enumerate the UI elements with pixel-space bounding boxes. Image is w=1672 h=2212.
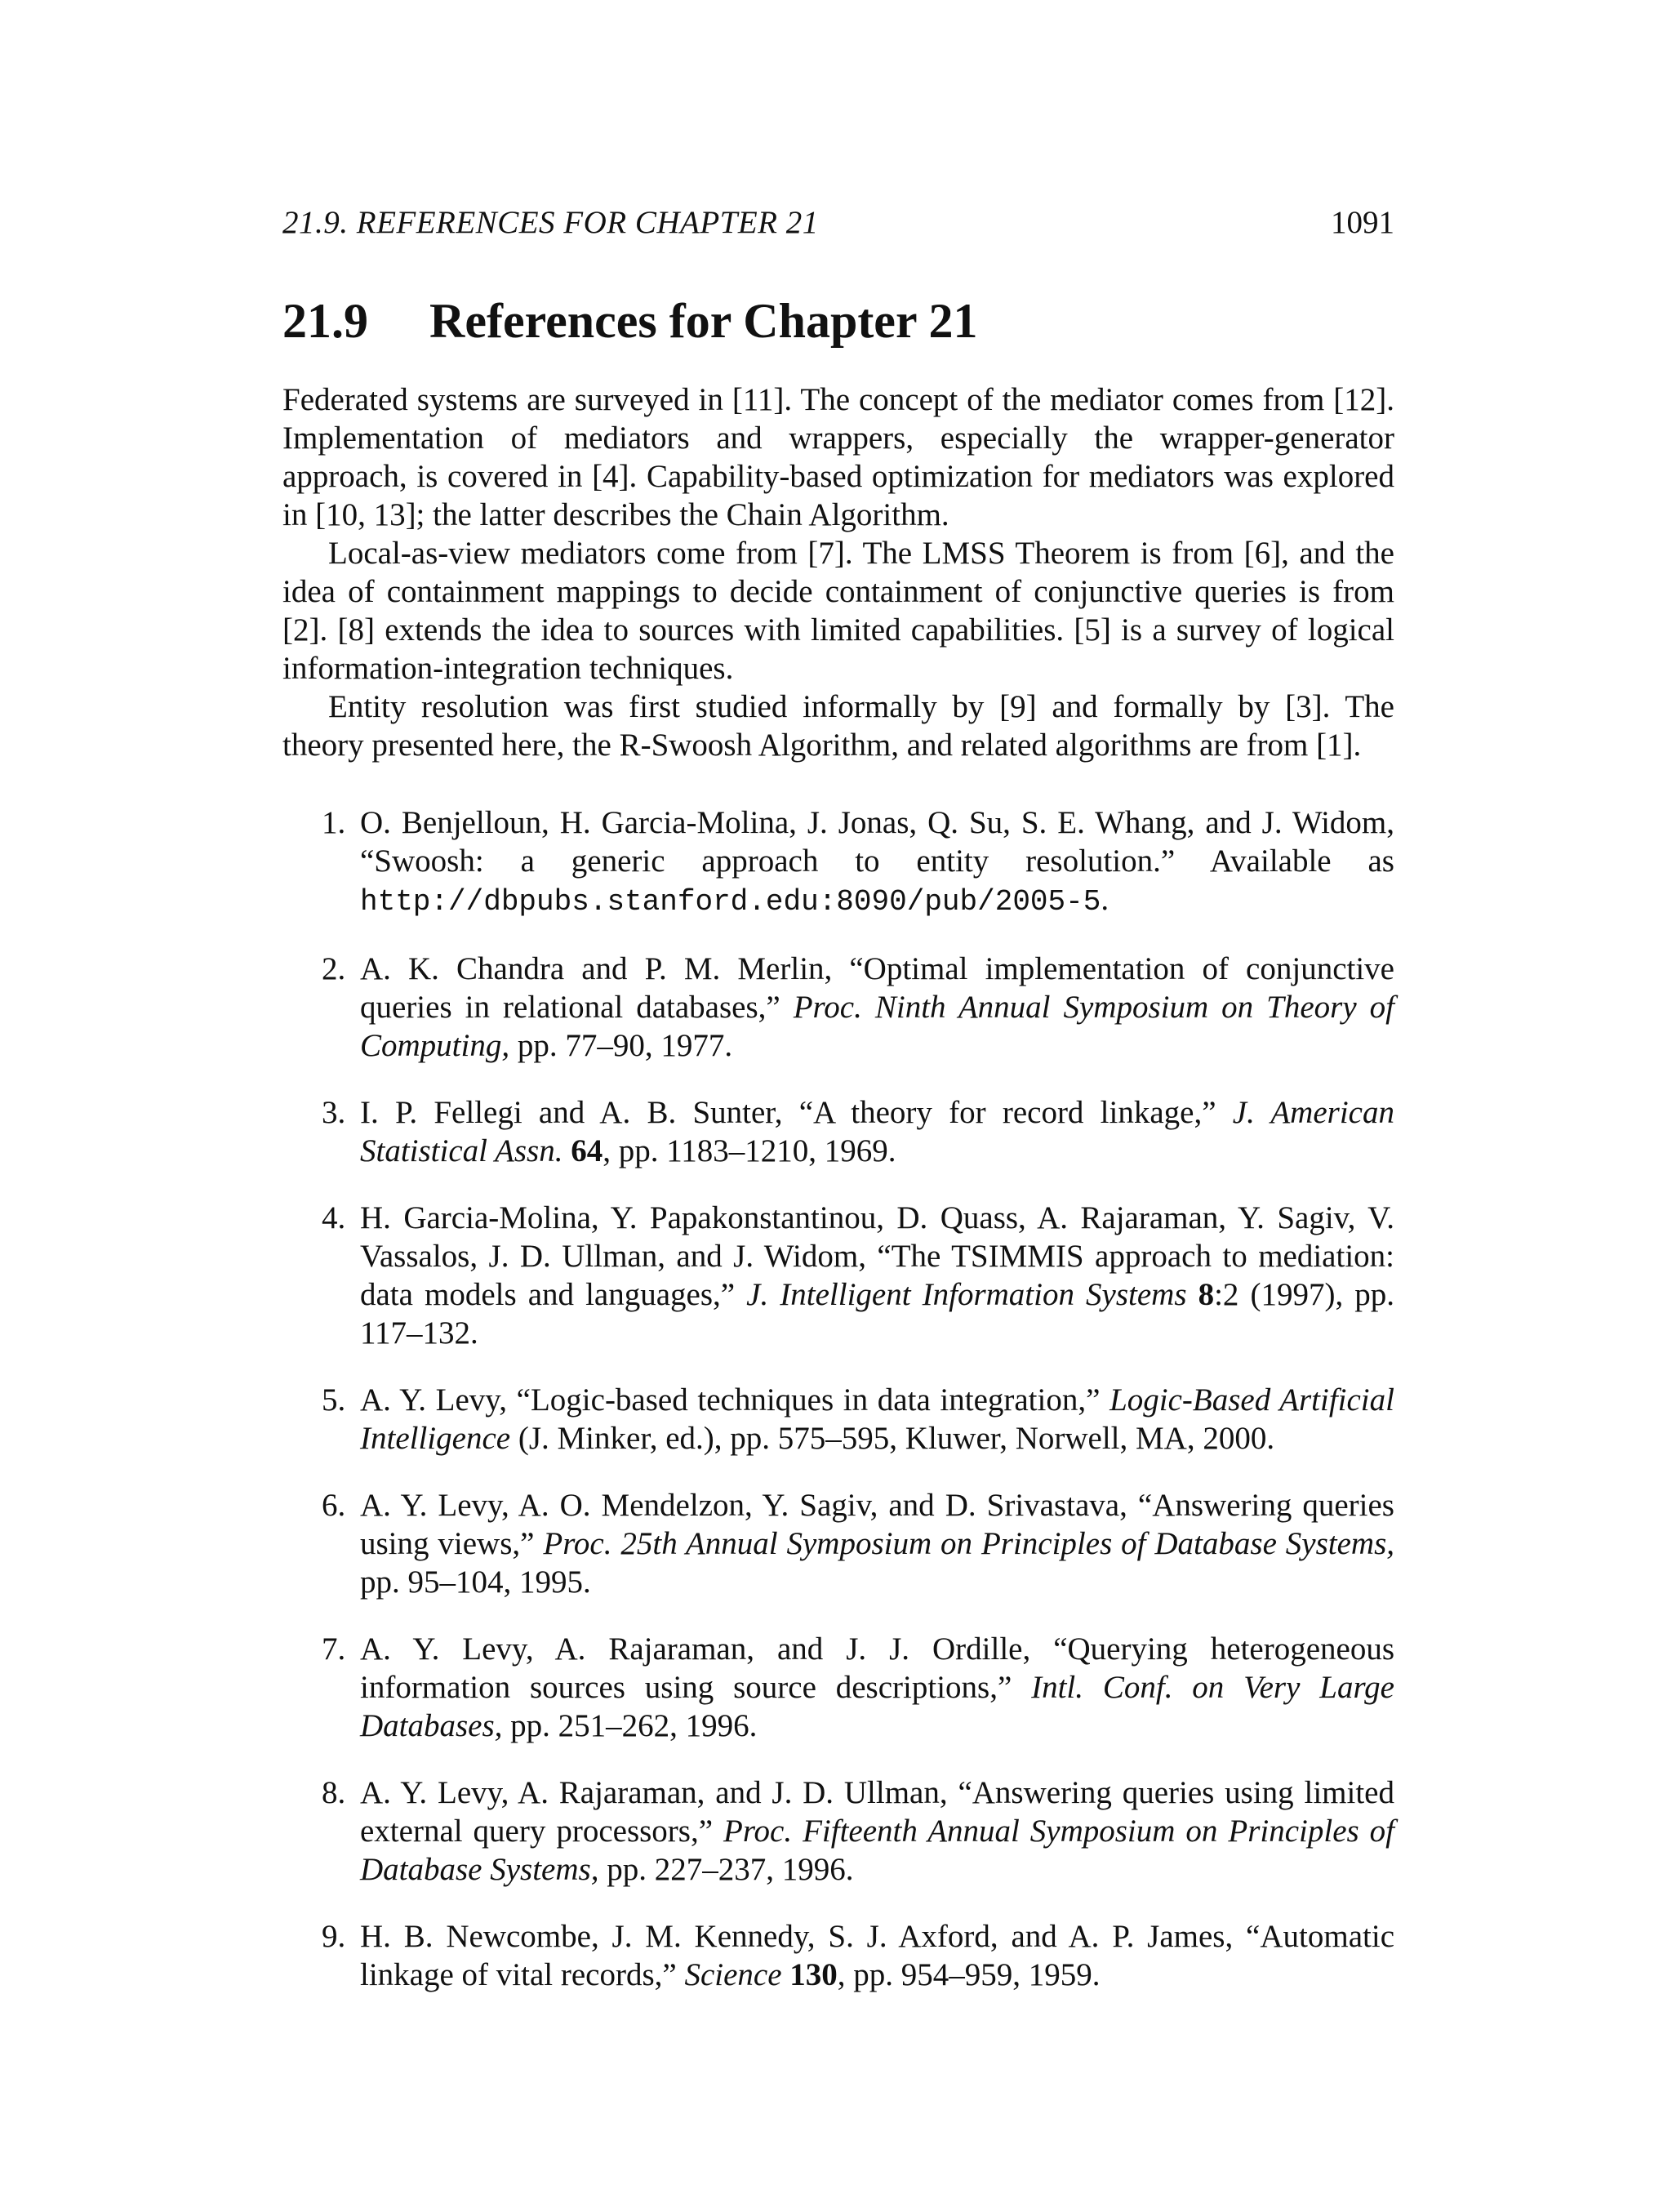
running-header	[282, 204, 1394, 253]
reference-volume: 130	[789, 1957, 838, 1992]
reference-number: 2.	[322, 951, 346, 986]
section-title: References for Chapter 21	[429, 294, 978, 348]
reference-venue: Proc. 25th Annual Symposium on Principles of Database Systems,	[543, 1526, 1395, 1561]
reference-tail: (J. Minker, ed.), pp. 575–595, Kluwer, Norwell, MA, 2000.	[510, 1421, 1275, 1456]
reference-number: 9.	[322, 1919, 346, 1954]
reference-tail: pp. 95–104, 1995.	[360, 1564, 591, 1600]
reference-list	[282, 803, 1394, 1994]
reference-volume: 8	[1198, 1277, 1215, 1312]
reference-venue: J. Intelligent Information Systems	[746, 1277, 1187, 1312]
document-page	[282, 204, 1394, 2023]
reference-item	[282, 1199, 1394, 1352]
reference-item	[282, 803, 1394, 921]
reference-venue: Proc. Ninth Annual Symposium on Theory of Computing,	[360, 990, 1394, 1063]
reference-authors: I. P. Fellegi and A. B. Sunter, “A theory for record linkage,”	[360, 1095, 1233, 1130]
reference-tail: pp. 227–237, 1996.	[598, 1852, 854, 1887]
reference-authors: A. Y. Levy, A. Rajaraman, and J. J. Ordille, “Querying heterogeneous information sources using source descriptions,”	[360, 1631, 1394, 1705]
reference-url[interactable]: http://dbpubs.stanford.edu:8090/pub/2005-5	[360, 885, 1101, 919]
reference-venue: Proc. Fifteenth Annual Symposium on Principles of Database Systems,	[360, 1814, 1394, 1887]
reference-authors: H. Garcia-Molina, Y. Papakonstantinou, D. Quass, A. Rajaraman, Y. Sagiv, V. Vassalos, J. D. Ullman, and J. Widom, “The TSIMMIS approach to mediation: data models and languages,”	[360, 1200, 1394, 1312]
reference-number: 3.	[322, 1095, 346, 1130]
reference-tail: , pp. 1183–1210, 1969.	[603, 1133, 896, 1168]
reference-tail: pp. 77–90, 1977.	[509, 1028, 733, 1063]
reference-tail: .	[1101, 882, 1109, 917]
intro-paragraph: Federated systems are surveyed in [11]. The concept of the mediator comes from [12]. Implementation of mediators and wrappers, especially the wrapper-generator approach, is covered in [4]. Capability-based optimization for mediators was explored in [10, 13]; the latter describes the Chain Algorithm.	[282, 382, 1394, 532]
reference-tail: :2 (1997), pp. 117–132.	[360, 1277, 1395, 1351]
section-heading	[282, 294, 1394, 348]
reference-authors: A. Y. Levy, “Logic-based techniques in data integration,”	[360, 1382, 1110, 1418]
reference-venue: Intl. Conf. on Very Large Databases,	[360, 1670, 1394, 1743]
reference-item	[282, 1630, 1394, 1745]
reference-venue: J. American Statistical Assn.	[360, 1095, 1394, 1168]
reference-number: 5.	[322, 1382, 346, 1418]
reference-item	[282, 1381, 1394, 1458]
reference-item	[282, 1486, 1394, 1601]
reference-authors: A. K. Chandra and P. M. Merlin, “Optimal implementation of conjunctive queries in relational databases,”	[360, 951, 1394, 1025]
reference-volume: 64	[571, 1133, 603, 1168]
reference-venue: Logic-Based Artificial Intelligence	[360, 1382, 1394, 1456]
reference-number: 6.	[322, 1488, 346, 1523]
reference-item	[282, 1774, 1394, 1889]
reference-item	[282, 950, 1394, 1065]
reference-authors: O. Benjelloun, H. Garcia-Molina, J. Jonas, Q. Su, S. E. Whang, and J. Widom, “Swoosh: a generic approach to entity resolution.” Available as	[360, 805, 1394, 879]
reference-item	[282, 1917, 1394, 1994]
reference-authors: A. Y. Levy, A. Rajaraman, and J. D. Ullman, “Answering queries using limited external query processors,”	[360, 1775, 1394, 1849]
reference-item	[282, 1093, 1394, 1170]
reference-tail: pp. 251–262, 1996.	[502, 1708, 758, 1743]
section-number: 21.9	[282, 294, 368, 348]
reference-number: 7.	[322, 1631, 346, 1667]
reference-authors: H. B. Newcombe, J. M. Kennedy, S. J. Axford, and A. P. James, “Automatic linkage of vital records,”	[360, 1919, 1394, 1992]
intro-paragraph: Entity resolution was first studied informally by [9] and formally by [3]. The theory presented here, the R-Swoosh Algorithm, and related algorithms are from [1].	[282, 689, 1394, 763]
reference-authors: A. Y. Levy, A. O. Mendelzon, Y. Sagiv, and D. Srivastava, “Answering queries using views,”	[360, 1488, 1394, 1561]
page-number: 1091	[1331, 205, 1394, 240]
reference-number: 8.	[322, 1775, 346, 1810]
reference-number: 1.	[322, 805, 346, 840]
intro-paragraph: Local-as-view mediators come from [7]. The LMSS Theorem is from [6], and the idea of containment mappings to decide containment of conjunctive queries is from [2]. [8] extends the idea to sources with limited capabilities. [5] is a survey of logical information-integration techniques.	[282, 536, 1394, 686]
reference-tail: , pp. 954–959, 1959.	[837, 1957, 1101, 1992]
reference-number: 4.	[322, 1200, 346, 1235]
intro-text	[282, 381, 1394, 764]
running-title: 21.9. REFERENCES FOR CHAPTER 21	[282, 205, 819, 240]
reference-venue: Science	[684, 1957, 782, 1992]
